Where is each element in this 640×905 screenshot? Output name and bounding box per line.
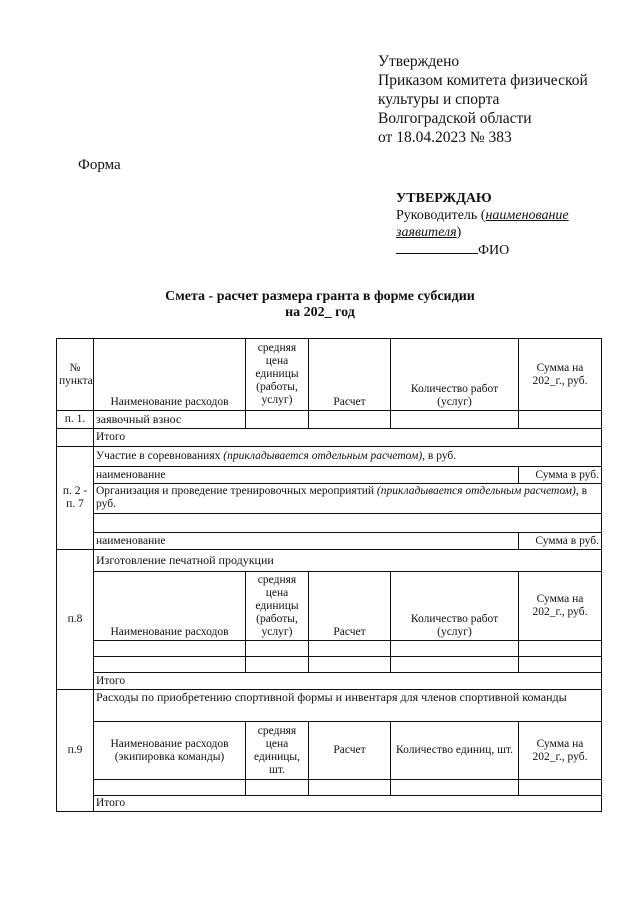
cell-sum: Сумма на 202_г., руб. [519,722,602,780]
cell-name: наименование [94,533,519,550]
table-row [57,484,602,514]
budget-table [56,338,602,812]
approved-line: Приказом комитета физической [378,72,588,89]
cell-num: п.8 [57,550,94,690]
cell-num: п.9 [57,690,94,812]
cell [94,780,246,796]
cell [246,411,309,429]
approve-role-cont [396,224,569,241]
signature-blank [396,241,478,254]
cell [519,641,602,657]
table-row [57,411,602,429]
approved-line: культуры и спорта [378,91,500,108]
cell-label: заявочный взнос [94,411,246,429]
role-name-2: заявителя [396,225,457,240]
comp-end: , в руб. [422,450,457,462]
cell-empty [94,514,602,533]
table-row [57,429,602,447]
cell-calc: Расчет [309,722,391,780]
cell-num: п. 1. [57,411,94,429]
form-label: Форма [78,157,121,173]
comp-text: Участие в соревнованиях [96,450,224,462]
table-row [57,673,602,690]
table-row [57,796,602,812]
table-row [57,514,602,533]
approved-line: Волгоградской области [378,110,532,127]
role-end: ) [456,225,462,240]
header-calc: Расчет [309,339,391,411]
cell-title: Изготовление печатной продукции [94,550,602,572]
title-line-1: Смета - расчет размера гранта в форме субсидии [165,289,475,304]
header-num: № пункта [57,339,94,411]
cell [94,657,246,673]
table-row [57,690,602,722]
table-row [57,572,602,641]
cell [309,641,391,657]
cell [246,657,309,673]
approval-stamp [378,52,588,147]
train-text: Организация и проведение тренировочных мероприятий [96,485,377,497]
cell [391,411,519,429]
cell-name: Наименование расходов [94,572,246,641]
cell-train [94,484,602,514]
cell [519,657,602,673]
cell [391,780,519,796]
train-end: , в руб. [96,485,588,510]
cell [309,411,391,429]
cell [94,641,246,657]
fio-label: ФИО [478,243,510,258]
approved-line: от 18.04.2023 № 383 [378,129,512,146]
header-qty: Количество работ (услуг) [391,339,519,411]
approved-line: Утверждено [378,53,460,70]
table-row [57,657,602,673]
approve-title: УТВЕРЖДАЮ [396,191,492,206]
header-price: средняя цена единицы (работы, услуг) [246,339,309,411]
cell-total: Итого [94,673,602,690]
cell [391,641,519,657]
cell-num: п. 2 - п. 7 [57,447,94,550]
cell-qty: Количество работ (услуг) [391,572,519,641]
title-line-2: на 202_ год [285,305,355,320]
cell-name: наименование [94,467,519,484]
cell-sum: Сумма в руб. [519,467,602,484]
table-row [57,467,602,484]
cell-total: Итого [94,796,602,812]
cell [246,641,309,657]
signature-line [396,241,569,259]
header-sum: Сумма на 202_г., руб. [519,339,602,411]
table-header [57,339,602,411]
table-row [57,447,602,467]
table-row [57,641,602,657]
cell [57,429,94,447]
cell [519,411,602,429]
cell-price: средняя цена единицы (работы, услуг) [246,572,309,641]
table-row [57,533,602,550]
header-name: Наименование расходов [94,339,246,411]
cell-qty: Количество единиц, шт. [391,722,519,780]
cell [519,780,602,796]
role-name: наименование [485,208,569,223]
role-text: Руководитель ( [396,208,486,223]
cell-price: средняя цена единицы, шт. [246,722,309,780]
cell [391,657,519,673]
table-row [57,780,602,796]
train-note: (прикладывается отдельным расчетом) [376,485,576,497]
cell-comp [94,447,602,467]
cell-calc: Расчет [309,572,391,641]
table-row [57,722,602,780]
cell-total: Итого [94,429,602,447]
cell [309,657,391,673]
comp-note: (прикладывается отдельным расчетом) [223,450,423,462]
document-title [0,289,640,321]
cell [309,780,391,796]
cell-sum: Сумма в руб. [519,533,602,550]
approve-role [396,207,569,224]
cell [246,780,309,796]
cell-title: Расходы по приобретению спортивной формы и инвентаря для членов спортивной команды [94,690,602,722]
approve-block [396,190,569,259]
cell-sum: Сумма на 202_г., руб. [519,572,602,641]
cell-name: Наименование расходов (экипировка команды) [94,722,246,780]
table-row [57,550,602,572]
